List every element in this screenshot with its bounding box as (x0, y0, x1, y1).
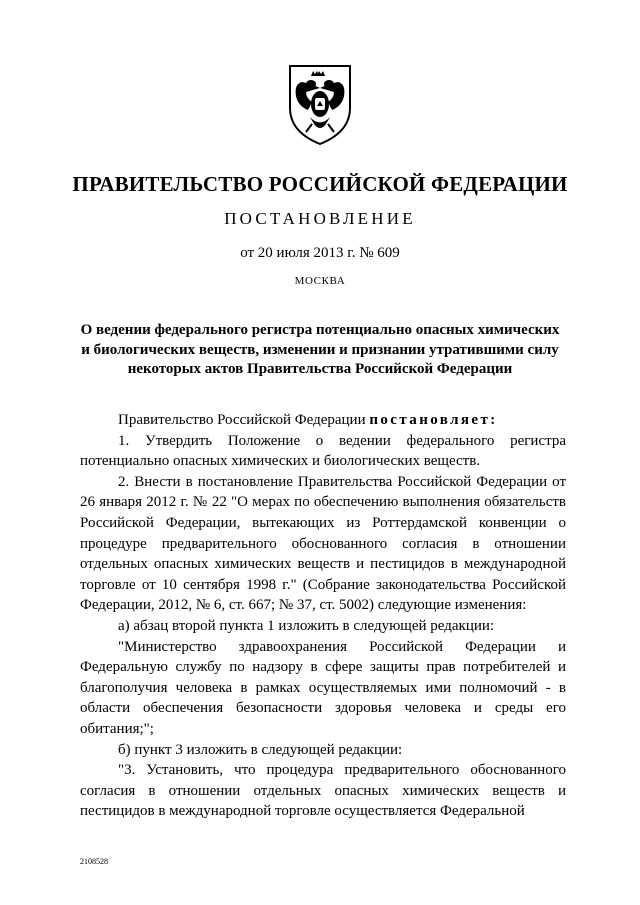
paragraph-5: б) пункт 3 изложить в следующей редакции: (118, 741, 403, 758)
document-date-number: от 20 июля 2013 г. № 609 (240, 245, 400, 261)
intro-decree-word: постановляет: (369, 412, 498, 428)
document-city: МОСКВА (294, 275, 346, 287)
document-body (80, 410, 566, 822)
document-code: 2108528 (80, 857, 108, 866)
paragraph-4: "Министерство здравоохранения Российской Федерации и Федеральную службу по надзору в сфере защиты прав потребителей и благополучия человека в рамках осуществляемых ими полномочий - в области обеспечения безопасности здоровья человека и среды его обитания;"; (80, 638, 566, 737)
paragraph-6: "3. Установить, что процедура предварительного обоснованного согласия в отношении отдельных опасных химических веществ и пестицидов в международной торговле осуществляется Федеральной (80, 762, 566, 820)
paragraph-1: 1. Утвердить Положение о ведении федерального регистра потенциально опасных химических и биологических веществ. (80, 432, 566, 470)
government-title: ПРАВИТЕЛЬСТВО РОССИЙСКОЙ ФЕДЕРАЦИИ (72, 172, 568, 196)
paragraph-3: а) абзац второй пункта 1 изложить в следующей редакции: (118, 617, 495, 634)
document-heading: О ведении федерального регистра потенциально опасных химических и биологических веществ, изменении и признании утратившими силу некоторых актов Правительства Российской Федерации (80, 322, 560, 377)
intro-paragraph (80, 410, 566, 431)
paragraph-2: 2. Внести в постановление Правительства Российской Федерации от 26 января 2012 г. № 22 "О мерах по обеспечению выполнения обязательств Российской Федерации, вытекающих из Роттердамской конвенции о процедуре предварительного обоснованного согласия в отношении отдельных опасных химических веществ и пестицидов в международной торговле от 10 сентября 1998 г." (Собрание законодательства Российской Федерации, 2012, № 6, ст. 667; № 37, ст. 5002) следующие изменения: (80, 473, 566, 614)
document-type: ПОСТАНОВЛЕНИЕ (224, 209, 416, 228)
coat-of-arms-icon (282, 62, 358, 146)
intro-text: Правительство Российской Федерации (118, 412, 370, 428)
